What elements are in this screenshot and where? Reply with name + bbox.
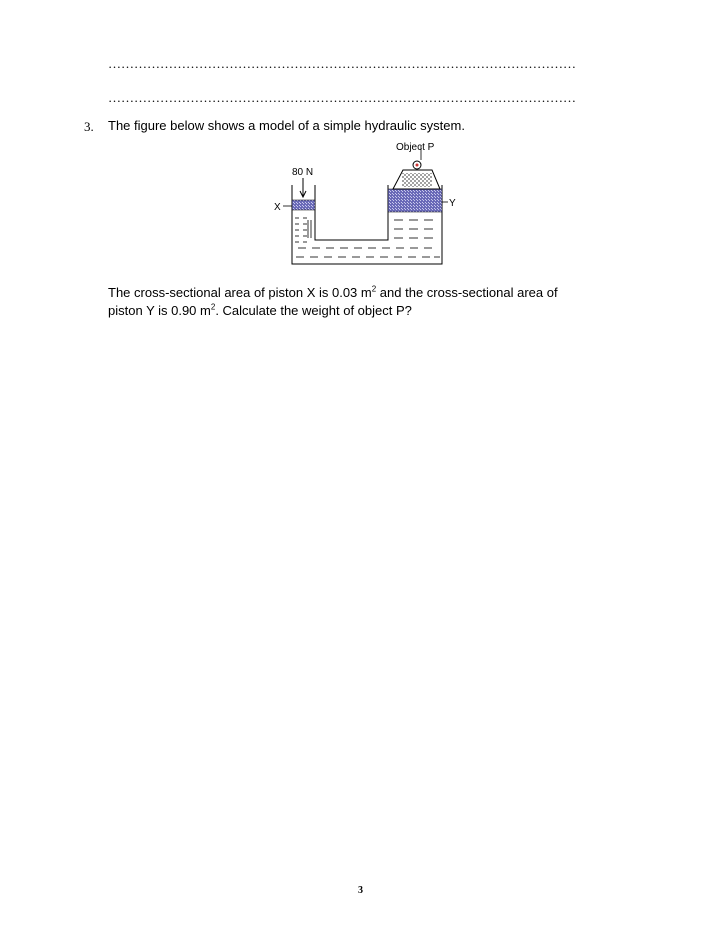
para-line2-sup: 2 xyxy=(210,302,216,312)
liquid-left xyxy=(295,218,311,242)
para-line2-a: piston Y is 0.90 m xyxy=(108,303,211,318)
answer-line-1: ……………………………………………………………………………………………… xyxy=(108,56,576,71)
question-number: 3. xyxy=(84,119,94,134)
piston-y xyxy=(388,189,442,212)
liquid-bottom xyxy=(296,248,440,257)
vessel-inner xyxy=(315,185,388,240)
piston-x-label: X xyxy=(274,202,281,213)
piston-y-label: Y xyxy=(449,198,456,209)
question-paragraph-line-2 xyxy=(108,302,412,320)
force-label: 80 N xyxy=(292,167,314,178)
para-line2-b: . Calculate the weight of object P? xyxy=(215,303,412,318)
para-line1-b: and the cross-sectional area of xyxy=(376,285,558,300)
para-line1-a: The cross-sectional area of piston X is 0.03 m xyxy=(108,285,372,300)
liquid-right xyxy=(394,220,433,238)
answer-line-2: ……………………………………………………………………………………………… xyxy=(108,90,576,105)
force-arrow xyxy=(300,178,306,197)
question-intro: The figure below shows a model of a simple hydraulic system. xyxy=(108,118,465,133)
piston-x xyxy=(292,200,315,210)
para-line1-sup: 2 xyxy=(371,284,377,294)
object-p-label: Object P xyxy=(396,142,435,153)
question-paragraph-line-1 xyxy=(108,284,558,302)
page-number: 3 xyxy=(358,885,363,896)
hydraulic-system-figure xyxy=(270,140,470,270)
